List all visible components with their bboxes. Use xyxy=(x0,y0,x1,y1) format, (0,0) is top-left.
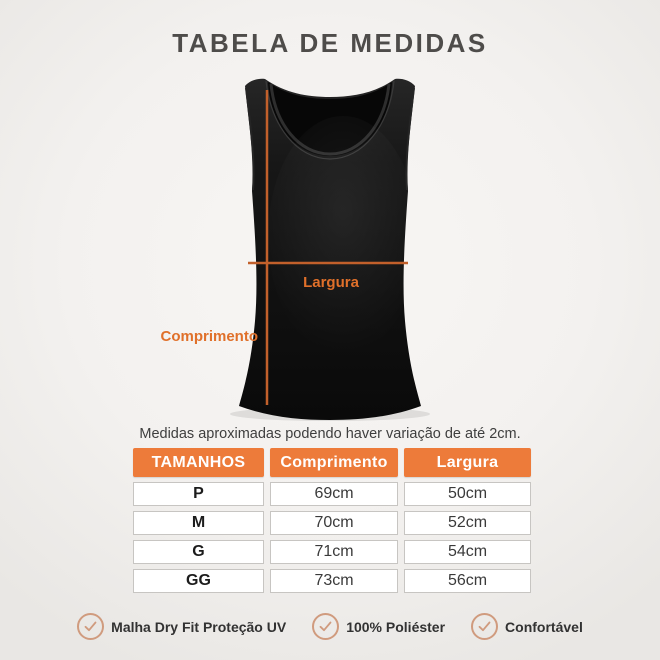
table-cell-size-p: P xyxy=(133,482,264,506)
table-header-tamanhos: TAMANHOS xyxy=(133,448,264,477)
feature-label: 100% Poliéster xyxy=(346,618,446,635)
check-circle-icon xyxy=(312,613,339,640)
feature-poliester xyxy=(312,613,445,640)
table-cell-size-gg: GG xyxy=(133,569,264,593)
table-cell-m-largura: 52cm xyxy=(404,511,531,535)
feature-badges xyxy=(0,613,660,640)
tolerance-note: Medidas aproximadas podendo haver variação de até 2cm. xyxy=(139,426,521,442)
table-cell-size-m: M xyxy=(133,511,264,535)
feature-dry-fit xyxy=(77,613,286,640)
largura-label: Largura xyxy=(303,274,359,291)
table-header-comprimento: Comprimento xyxy=(270,448,398,477)
feature-label: Confortável xyxy=(505,618,583,635)
table-cell-gg-comprimento: 73cm xyxy=(270,569,398,593)
feature-confortavel xyxy=(471,613,583,640)
table-cell-size-g: G xyxy=(133,540,264,564)
feature-label: Malha Dry Fit Proteção UV xyxy=(111,618,287,635)
table-cell-p-comprimento: 69cm xyxy=(270,482,398,506)
check-circle-icon xyxy=(471,613,498,640)
table-cell-m-comprimento: 70cm xyxy=(270,511,398,535)
comprimento-label: Comprimento xyxy=(160,328,258,345)
check-circle-icon xyxy=(77,613,104,640)
table-cell-p-largura: 50cm xyxy=(404,482,531,506)
table-header-largura: Largura xyxy=(404,448,531,477)
page-title: TABELA DE MEDIDAS xyxy=(172,28,488,58)
table-cell-g-largura: 54cm xyxy=(404,540,531,564)
table-cell-gg-largura: 56cm xyxy=(404,569,531,593)
tank-top-image xyxy=(205,76,455,421)
size-table xyxy=(133,448,531,593)
product-diagram xyxy=(205,76,455,421)
table-cell-g-comprimento: 71cm xyxy=(270,540,398,564)
shirt-highlight xyxy=(268,116,418,356)
